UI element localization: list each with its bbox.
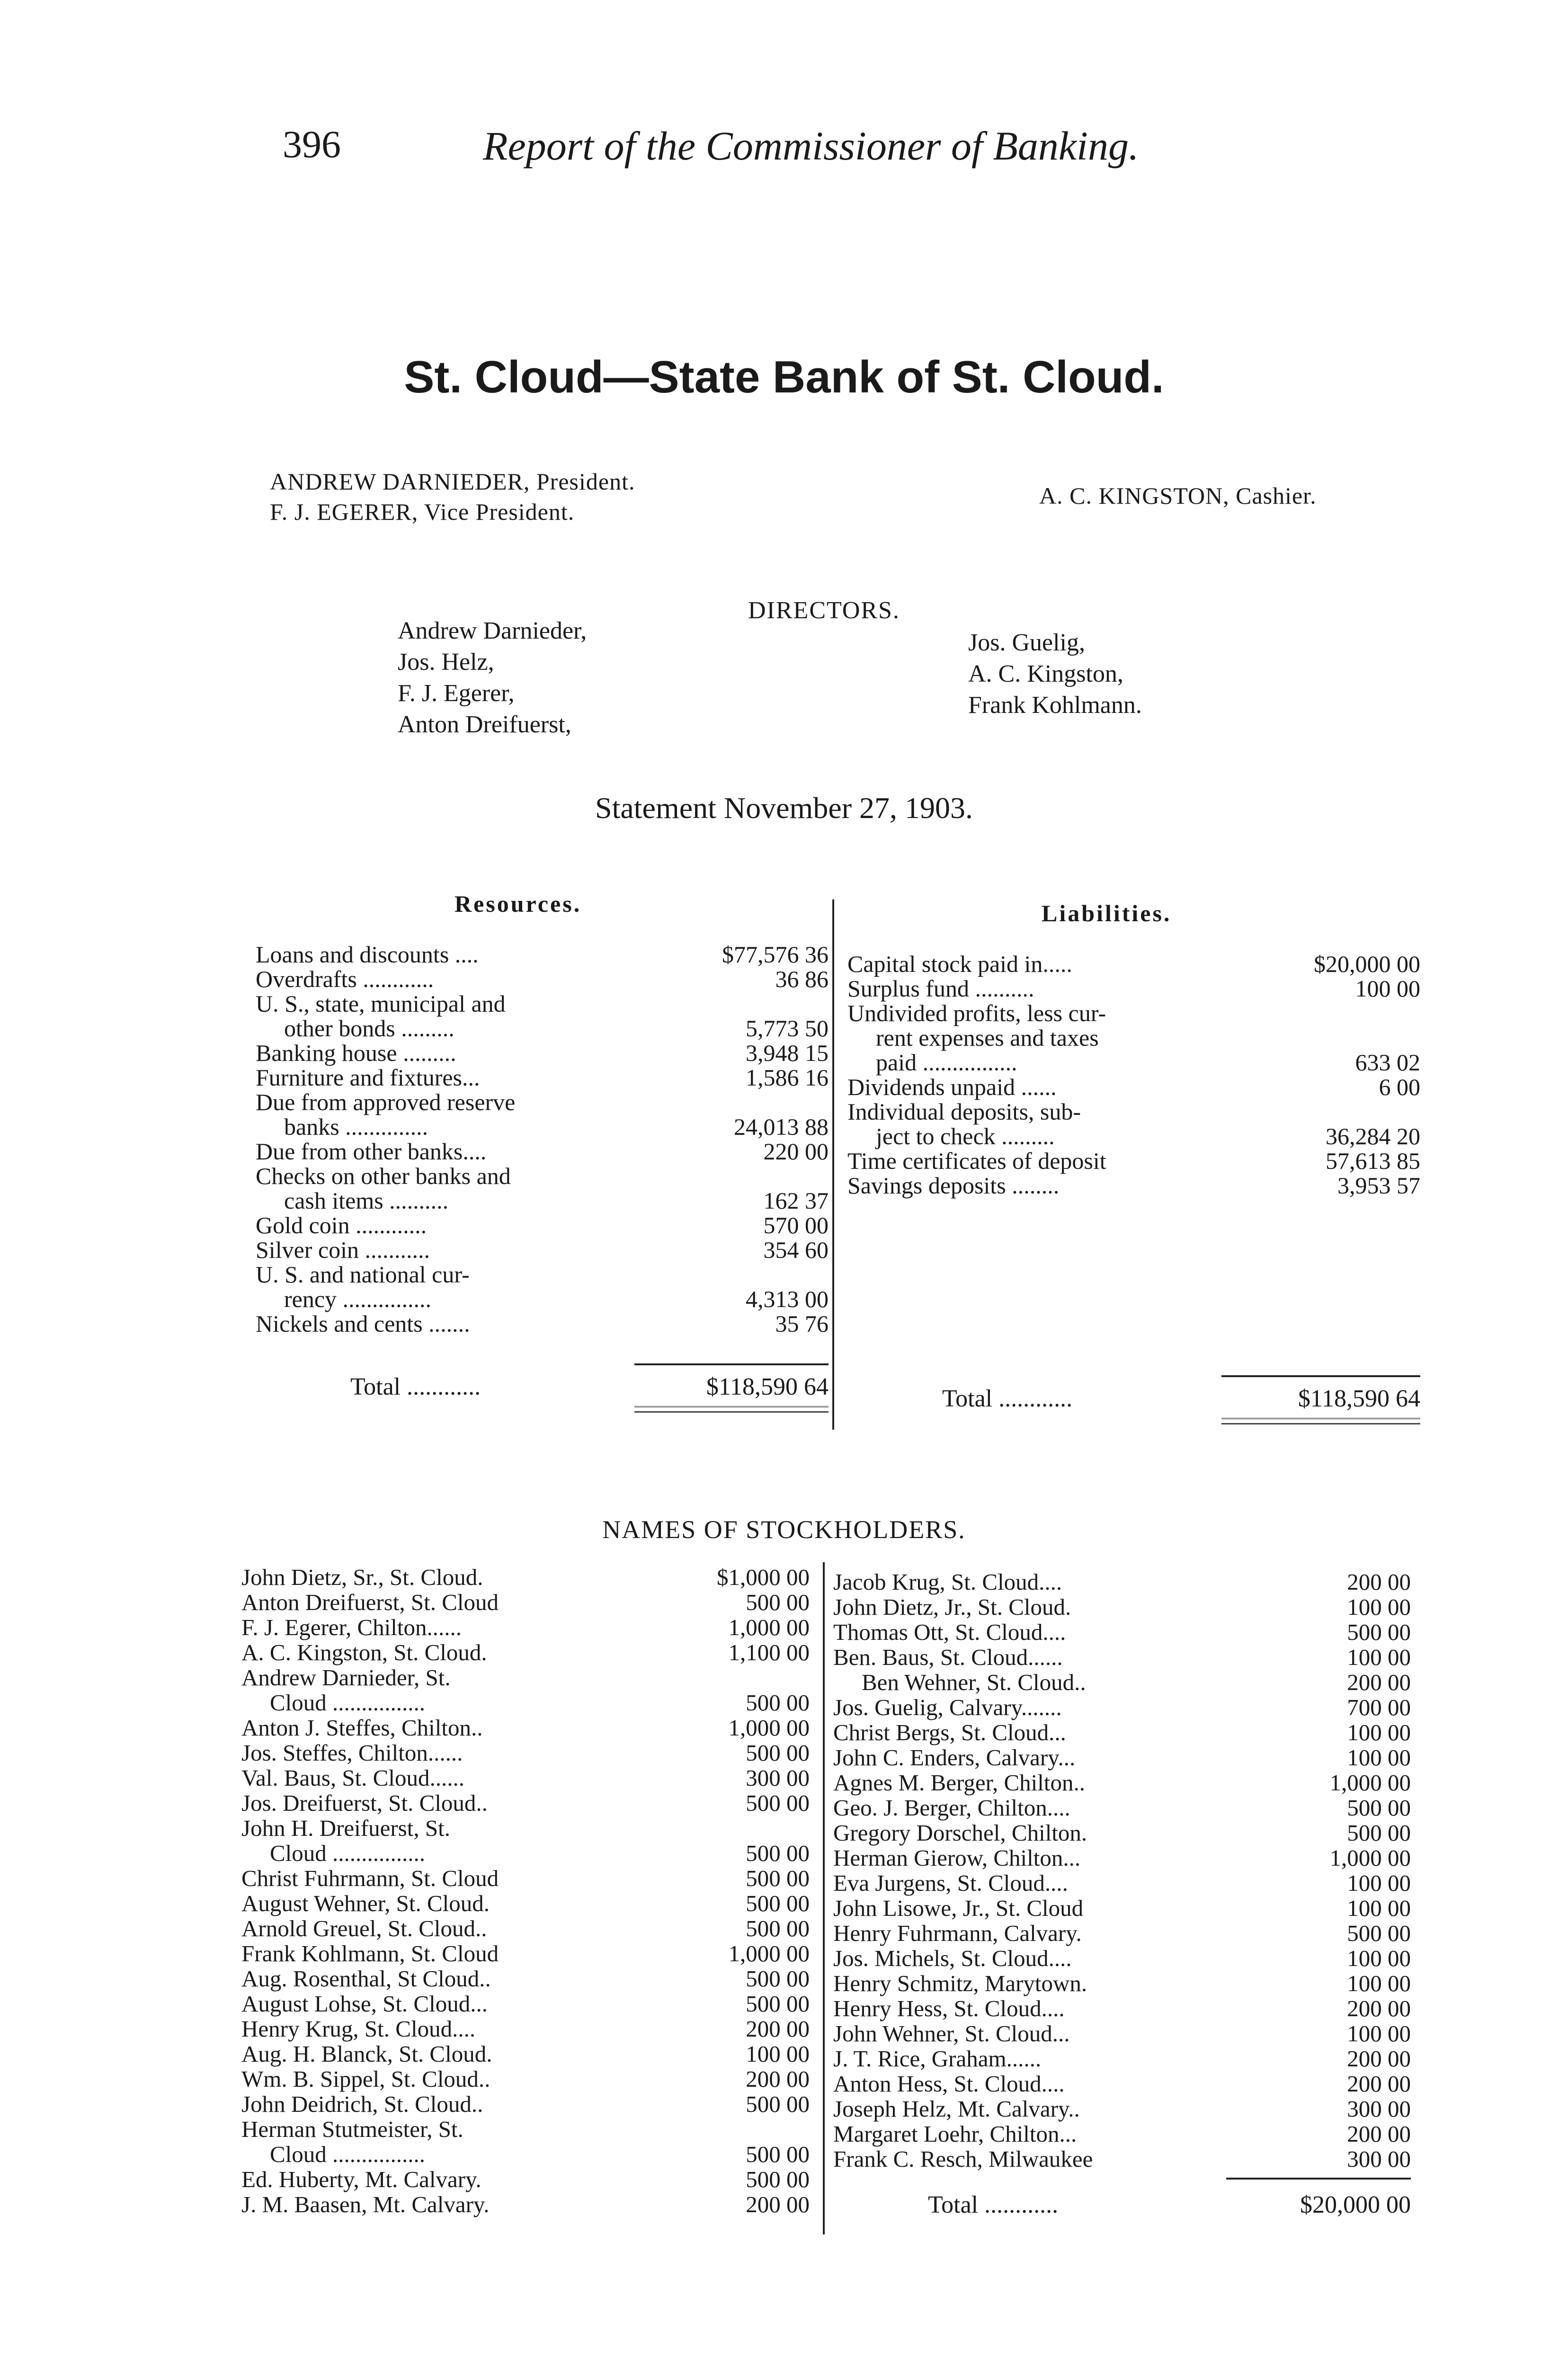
officers-left xyxy=(270,466,635,527)
stockholder-row-amount: 100 00 xyxy=(1347,1870,1411,1896)
stockholder-row-label: John Dietz, Jr., St. Cloud. xyxy=(833,1594,1071,1620)
stockholder-row xyxy=(241,2016,810,2041)
liability-row-label: Time certificates of deposit xyxy=(847,1148,1106,1174)
stockholders-total-label: Total ............ xyxy=(928,2191,1059,2218)
liability-row xyxy=(847,1173,1420,1198)
liability-row-label: Capital stock paid in..... xyxy=(847,951,1072,977)
stockholder-row xyxy=(241,1891,810,1916)
stockholder-row-amount: $1,000 00 xyxy=(717,1564,810,1590)
stockholder-row-amount: 200 00 xyxy=(746,2191,810,2217)
stockholder-row-amount: 1,000 00 xyxy=(728,1940,810,1967)
resource-row-label: Checks on other banks and xyxy=(256,1163,511,1189)
resource-row xyxy=(256,1065,829,1090)
stockholder-row-amount: 100 00 xyxy=(1347,1719,1411,1745)
stockholder-row-amount: 500 00 xyxy=(746,1865,810,1891)
liability-row-label: Individual deposits, sub- xyxy=(847,1098,1081,1125)
director-name: Jos. Guelig, xyxy=(968,629,1085,656)
resource-row-label: Banking house ......... xyxy=(256,1040,456,1066)
resources-heading: Resources. xyxy=(454,890,582,917)
stockholder-row xyxy=(241,1815,810,1841)
stockholder-row xyxy=(833,1946,1411,1971)
stockholder-row-amount: 100 00 xyxy=(1347,1895,1411,1921)
stockholder-row-label: Ben. Baus, St. Cloud...... xyxy=(833,1644,1063,1670)
stockholder-row-amount: 200 00 xyxy=(1347,1995,1411,2021)
stockholder-row xyxy=(833,1645,1411,1670)
resource-row xyxy=(256,1114,829,1139)
resource-row-label: Due from other banks.... xyxy=(256,1138,487,1165)
stockholder-row-amount: 1,000 00 xyxy=(728,1715,810,1741)
stockholder-row-amount: 500 00 xyxy=(746,1790,810,1816)
liability-row-amount: 3,953 57 xyxy=(1337,1172,1420,1199)
resource-row-label: Nickels and cents ....... xyxy=(256,1310,470,1337)
stockholder-row-label: Herman Stutmeister, St. xyxy=(241,2116,463,2142)
stockholder-row xyxy=(833,1795,1411,1820)
stockholder-row xyxy=(833,1820,1411,1845)
resource-row-amount: 36 86 xyxy=(775,966,829,992)
stockholder-row-label: Aug. Rosenthal, St Cloud.. xyxy=(241,1966,491,1992)
stockholder-row-label: John H. Dreifuerst, St. xyxy=(241,1815,450,1841)
stockholder-row-label: Val. Baus, St. Cloud...... xyxy=(241,1765,464,1791)
liability-row xyxy=(847,1001,1420,1025)
stockholder-row-amount: 700 00 xyxy=(1347,1694,1411,1720)
resource-row-label: Gold coin ............ xyxy=(256,1212,427,1238)
resource-row-amount: 5,773 50 xyxy=(746,1015,829,1041)
stockholder-row-amount: 500 00 xyxy=(1347,1619,1411,1645)
liability-row-amount: 100 00 xyxy=(1355,975,1420,1002)
resources-total-rule xyxy=(634,1363,829,1365)
stockholder-row-label: Henry Fuhrmann, Calvary. xyxy=(833,1920,1082,1946)
stockholder-row-amount: 100 00 xyxy=(1347,1594,1411,1620)
resource-row-amount: 3,948 15 xyxy=(746,1040,829,1066)
resource-row-label: Loans and discounts .... xyxy=(256,941,479,968)
stockholder-row-label: J. T. Rice, Graham...... xyxy=(833,2046,1042,2072)
resource-row-label: Overdrafts ............ xyxy=(256,966,434,992)
stockholder-row-amount: 500 00 xyxy=(746,2091,810,2117)
stockholder-row-label: Jos. Dreifuerst, St. Cloud.. xyxy=(241,1790,488,1816)
stockholder-row xyxy=(241,2041,810,2066)
resource-row-label: other bonds ......... xyxy=(284,1015,454,1041)
stockholder-row-amount: 100 00 xyxy=(746,2041,810,2067)
resource-row xyxy=(256,1262,829,1287)
liability-row xyxy=(847,976,1420,1001)
stockholder-row-label: F. J. Egerer, Chilton...... xyxy=(241,1614,462,1640)
officer-vice-president: F. J. EGERER, Vice President. xyxy=(270,498,575,525)
stockholder-row-label: Margaret Loehr, Chilton... xyxy=(833,2121,1077,2147)
stockholder-row-label: Eva Jurgens, St. Cloud.... xyxy=(833,1870,1068,1896)
resource-row xyxy=(256,1139,829,1164)
stockholder-row xyxy=(241,1966,810,1991)
stockholders-right-list xyxy=(833,1569,1411,2171)
stockholder-row xyxy=(833,1594,1411,1620)
stockholder-row-amount: 100 00 xyxy=(1347,1644,1411,1670)
resource-row-amount: 220 00 xyxy=(763,1138,829,1165)
stockholder-row-amount: 1,000 00 xyxy=(1329,1770,1411,1796)
directors-left-list xyxy=(398,615,587,740)
liabilities-total-amount: $118,590 64 xyxy=(1298,1385,1420,1412)
running-head: Report of the Commissioner of Banking. xyxy=(483,123,1139,169)
stockholder-row xyxy=(833,2046,1411,2071)
statement-title: Statement November 27, 1903. xyxy=(595,791,973,825)
resource-row-label: Silver coin ........... xyxy=(256,1237,430,1263)
stockholder-row xyxy=(833,2071,1411,2096)
stockholder-row xyxy=(241,2066,810,2091)
liability-row-label: Savings deposits ........ xyxy=(847,1172,1060,1199)
stockholder-row-label: Ed. Huberty, Mt. Calvary. xyxy=(241,2166,481,2192)
stockholder-row-label: Christ Fuhrmann, St. Cloud xyxy=(241,1865,499,1891)
resource-row-label: cash items .......... xyxy=(284,1187,449,1214)
stockholders-divider xyxy=(823,1562,825,2234)
resource-row xyxy=(256,1090,829,1114)
stockholder-row-amount: 500 00 xyxy=(746,1740,810,1766)
resources-total-double-rule xyxy=(634,1406,829,1413)
resource-row-label: Due from approved reserve xyxy=(256,1089,516,1115)
resource-row xyxy=(256,991,829,1016)
stockholder-row xyxy=(833,2021,1411,2046)
stockholder-row xyxy=(241,1765,810,1790)
stockholder-row xyxy=(833,1996,1411,2021)
stockholder-row-amount: 300 00 xyxy=(1347,2146,1411,2172)
stockholder-row-label: J. M. Baasen, Mt. Calvary. xyxy=(241,2191,490,2217)
stockholder-row-label: Cloud ................ xyxy=(270,2141,426,2167)
directors-heading: DIRECTORS. xyxy=(748,597,900,624)
stockholder-row xyxy=(833,1720,1411,1745)
stockholder-row-label: Henry Krug, St. Cloud.... xyxy=(241,2016,476,2042)
stockholder-row xyxy=(833,1770,1411,1795)
stockholder-row-amount: 1,100 00 xyxy=(728,1639,810,1665)
stockholder-row-amount: 500 00 xyxy=(746,1991,810,2017)
stockholder-row-label: Thomas Ott, St. Cloud.... xyxy=(833,1619,1066,1645)
stockholder-row-amount: 500 00 xyxy=(746,1589,810,1615)
stockholder-row-amount: 200 00 xyxy=(1347,1669,1411,1695)
resource-row-amount: 162 37 xyxy=(763,1187,829,1214)
director-name: Anton Dreifuerst, xyxy=(398,711,571,738)
resource-row xyxy=(256,1016,829,1041)
liability-row-amount: 57,613 85 xyxy=(1326,1148,1420,1174)
stockholder-row-label: Wm. B. Sippel, St. Cloud.. xyxy=(241,2066,490,2092)
stockholder-row-label: Cloud ................ xyxy=(270,1840,426,1866)
officer-cashier: A. C. KINGSTON, Cashier. xyxy=(1039,482,1317,509)
stockholder-row-amount: 300 00 xyxy=(1347,2096,1411,2122)
stockholder-row xyxy=(241,1590,810,1615)
director-name: Frank Kohlmann. xyxy=(968,692,1142,719)
stockholders-total-rule xyxy=(1226,2178,1411,2180)
stockholder-row xyxy=(833,1569,1411,1594)
liability-row-amount: $20,000 00 xyxy=(1314,951,1420,977)
stockholder-row-amount: 200 00 xyxy=(746,2016,810,2042)
liability-row xyxy=(847,1148,1420,1173)
stockholder-row xyxy=(833,1921,1411,1946)
stockholder-row-label: John C. Enders, Calvary... xyxy=(833,1744,1076,1771)
stockholder-row xyxy=(241,2091,810,2117)
stockholder-row-amount: 500 00 xyxy=(1347,1920,1411,1946)
stockholders-total-amount: $20,000 00 xyxy=(1300,2191,1411,2218)
liability-row xyxy=(847,1075,1420,1099)
liability-row-label: Surplus fund .......... xyxy=(847,975,1034,1002)
resource-row xyxy=(256,1237,829,1262)
stockholder-row xyxy=(241,1740,810,1765)
stockholder-row-label: August Lohse, St. Cloud... xyxy=(241,1991,488,2017)
liability-row xyxy=(847,1124,1420,1148)
director-name: F. J. Egerer, xyxy=(398,680,515,707)
stockholder-row-label: Jos. Michels, St. Cloud.... xyxy=(833,1945,1072,1971)
resource-row-label: banks .............. xyxy=(284,1113,428,1140)
stockholder-row-amount: 200 00 xyxy=(746,2066,810,2092)
resource-row xyxy=(256,1287,829,1311)
director-name: A. C. Kingston, xyxy=(968,660,1123,687)
resource-row-amount: 354 60 xyxy=(763,1237,829,1263)
stockholder-row xyxy=(241,2117,810,2142)
liability-row xyxy=(847,1025,1420,1050)
resource-row xyxy=(256,942,829,967)
resource-row-label: Furniture and fixtures... xyxy=(256,1064,480,1091)
stockholder-row-label: Joseph Helz, Mt. Calvary.. xyxy=(833,2096,1080,2122)
resource-row-amount: 570 00 xyxy=(763,1212,829,1238)
stockholder-row-label: Frank Kohlmann, St. Cloud xyxy=(241,1940,499,1967)
resource-row-label: U. S. and national cur- xyxy=(256,1261,470,1288)
liability-row xyxy=(847,1099,1420,1124)
liability-row-label: ject to check ......... xyxy=(876,1123,1055,1149)
stockholder-row-label: John Deidrich, St. Cloud.. xyxy=(241,2091,483,2117)
resource-row-label: rency ............... xyxy=(284,1286,432,1312)
stockholder-row xyxy=(833,1895,1411,1921)
resource-row-amount: 1,586 16 xyxy=(746,1064,829,1091)
stockholder-row-label: Cloud ................ xyxy=(270,1690,426,1716)
stockholder-row-label: John Lisowe, Jr., St. Cloud xyxy=(833,1895,1084,1921)
stockholder-row-label: Anton J. Steffes, Chilton.. xyxy=(241,1715,483,1741)
stockholder-row-label: Henry Schmitz, Marytown. xyxy=(833,1970,1087,1996)
directors-right-list xyxy=(968,627,1142,721)
liability-row-amount: 36,284 20 xyxy=(1326,1123,1420,1149)
stockholder-row-amount: 500 00 xyxy=(746,2166,810,2192)
stockholder-row-amount: 500 00 xyxy=(1347,1795,1411,1821)
stockholder-row-label: Anton Hess, St. Cloud.... xyxy=(833,2071,1065,2097)
resources-total-amount: $118,590 64 xyxy=(706,1373,829,1400)
stockholder-row xyxy=(833,1971,1411,1996)
liability-row-amount: 6 00 xyxy=(1379,1074,1420,1100)
stockholder-row xyxy=(833,2121,1411,2146)
liabilities-total-double-rule xyxy=(1221,1418,1420,1424)
stockholder-row-label: Herman Gierow, Chilton... xyxy=(833,1845,1081,1871)
stockholder-row xyxy=(833,2096,1411,2121)
stockholder-row xyxy=(241,1991,810,2016)
bank-title: St. Cloud—State Bank of St. Cloud. xyxy=(404,352,1164,402)
stockholder-row xyxy=(833,1695,1411,1720)
stockholder-row-amount: 200 00 xyxy=(1347,2046,1411,2072)
stockholder-row-label: Andrew Darnieder, St. xyxy=(241,1664,451,1691)
resources-table xyxy=(256,942,829,1336)
stockholder-row-label: John Wehner, St. Cloud... xyxy=(833,2020,1070,2047)
stockholder-row-label: Anton Dreifuerst, St. Cloud xyxy=(241,1589,499,1615)
stockholder-row-label: John Dietz, Sr., St. Cloud. xyxy=(241,1564,483,1590)
liability-row-label: Undivided profits, less cur- xyxy=(847,1000,1106,1026)
resources-total-row xyxy=(256,1363,829,1420)
director-name: Jos. Helz, xyxy=(398,649,494,676)
stockholder-row-label: A. C. Kingston, St. Cloud. xyxy=(241,1639,487,1665)
stockholder-row-amount: 500 00 xyxy=(746,1890,810,1916)
director-name: Andrew Darnieder, xyxy=(398,617,587,644)
resources-total-label: Total ............ xyxy=(350,1373,481,1400)
stockholder-row-amount: 500 00 xyxy=(1347,1820,1411,1846)
stockholder-row-amount: 500 00 xyxy=(746,1966,810,1992)
stockholder-row-label: Christ Bergs, St. Cloud... xyxy=(833,1719,1066,1745)
stockholder-row-amount: 500 00 xyxy=(746,1915,810,1941)
resource-row xyxy=(256,1188,829,1213)
stockholder-row xyxy=(241,2192,810,2217)
officer-president: ANDREW DARNIEDER, President. xyxy=(270,468,635,495)
stockholder-row-amount: 200 00 xyxy=(1347,2071,1411,2097)
liabilities-heading: Liabilities. xyxy=(1042,900,1172,926)
liability-row xyxy=(847,952,1420,976)
resource-row-amount: 24,013 88 xyxy=(734,1113,829,1140)
liability-row-label: Dividends unpaid ...... xyxy=(847,1074,1057,1100)
stockholder-row-label: August Wehner, St. Cloud. xyxy=(241,1890,490,1916)
stockholder-row-amount: 200 00 xyxy=(1347,1569,1411,1595)
stockholder-row-amount: 500 00 xyxy=(746,2141,810,2167)
stockholder-row-label: Henry Hess, St. Cloud.... xyxy=(833,1995,1065,2021)
stockholder-row xyxy=(241,2142,810,2167)
resource-row-amount: $77,576 36 xyxy=(722,941,829,968)
stockholder-row xyxy=(833,1620,1411,1645)
stockholder-row-label: Ben Wehner, St. Cloud.. xyxy=(862,1669,1086,1695)
stockholder-row xyxy=(241,1665,810,1690)
resource-row xyxy=(256,967,829,991)
stockholders-total-row xyxy=(833,2178,1411,2225)
resource-row xyxy=(256,1311,829,1336)
stockholder-row xyxy=(241,1565,810,1590)
stockholder-row xyxy=(833,1670,1411,1695)
stockholder-row-label: Agnes M. Berger, Chilton.. xyxy=(833,1770,1086,1796)
stockholder-row xyxy=(241,1941,810,1966)
stockholder-row-amount: 100 00 xyxy=(1347,2020,1411,2047)
stockholder-row xyxy=(241,1916,810,1941)
liability-row-amount: 633 02 xyxy=(1355,1049,1420,1076)
stockholder-row-label: Jos. Guelig, Calvary....... xyxy=(833,1694,1062,1720)
stockholder-row xyxy=(833,1745,1411,1770)
stockholder-row-amount: 1,000 00 xyxy=(1329,1845,1411,1871)
stockholder-row-amount: 500 00 xyxy=(746,1840,810,1866)
stockholder-row xyxy=(833,1870,1411,1895)
resource-row xyxy=(256,1213,829,1237)
resource-row-label: U. S., state, municipal and xyxy=(256,990,506,1017)
stockholder-row xyxy=(241,1866,810,1891)
stockholders-left-list xyxy=(241,1565,810,2217)
liability-row-label: paid ................ xyxy=(876,1049,1017,1076)
stockholder-row xyxy=(241,2167,810,2192)
stockholder-row xyxy=(241,1615,810,1640)
stockholder-row-amount: 100 00 xyxy=(1347,1744,1411,1771)
stockholder-row-amount: 500 00 xyxy=(746,1690,810,1716)
resource-row-amount: 35 76 xyxy=(775,1310,829,1337)
stockholder-row xyxy=(241,1640,810,1665)
stockholder-row xyxy=(241,1790,810,1815)
statement-divider xyxy=(832,899,834,1430)
page-number: 396 xyxy=(283,123,341,166)
stockholder-row xyxy=(833,2146,1411,2171)
liabilities-total-rule xyxy=(1221,1375,1420,1377)
liabilities-table xyxy=(847,952,1420,1198)
resource-row xyxy=(256,1164,829,1188)
stockholder-row-amount: 300 00 xyxy=(746,1765,810,1791)
stockholder-row-amount: 1,000 00 xyxy=(728,1614,810,1640)
stockholder-row xyxy=(241,1715,810,1740)
liabilities-total-label: Total ............ xyxy=(942,1385,1073,1412)
liability-row-label: rent expenses and taxes xyxy=(876,1024,1099,1051)
liabilities-total-row xyxy=(847,1375,1420,1432)
stockholder-row xyxy=(241,1841,810,1866)
stockholder-row-amount: 200 00 xyxy=(1347,2121,1411,2147)
stockholder-row xyxy=(241,1690,810,1715)
stockholder-row-label: Gregory Dorschel, Chilton. xyxy=(833,1820,1087,1846)
stockholder-row-label: Jos. Steffes, Chilton...... xyxy=(241,1740,463,1766)
stockholder-row-label: Aug. H. Blanck, St. Cloud. xyxy=(241,2041,492,2067)
liability-row xyxy=(847,1050,1420,1075)
stockholder-row-label: Jacob Krug, St. Cloud.... xyxy=(833,1569,1062,1595)
resource-row-amount: 4,313 00 xyxy=(746,1286,829,1312)
stockholder-row-label: Geo. J. Berger, Chilton.... xyxy=(833,1795,1070,1821)
resource-row xyxy=(256,1041,829,1065)
stockholder-row-label: Arnold Greuel, St. Cloud.. xyxy=(241,1915,487,1941)
stockholder-row-amount: 100 00 xyxy=(1347,1970,1411,1996)
stockholder-row xyxy=(833,1845,1411,1870)
stockholder-row-label: Frank C. Resch, Milwaukee xyxy=(833,2146,1093,2172)
stockholder-row-amount: 100 00 xyxy=(1347,1945,1411,1971)
stockholders-heading: NAMES OF STOCKHOLDERS. xyxy=(602,1515,966,1544)
